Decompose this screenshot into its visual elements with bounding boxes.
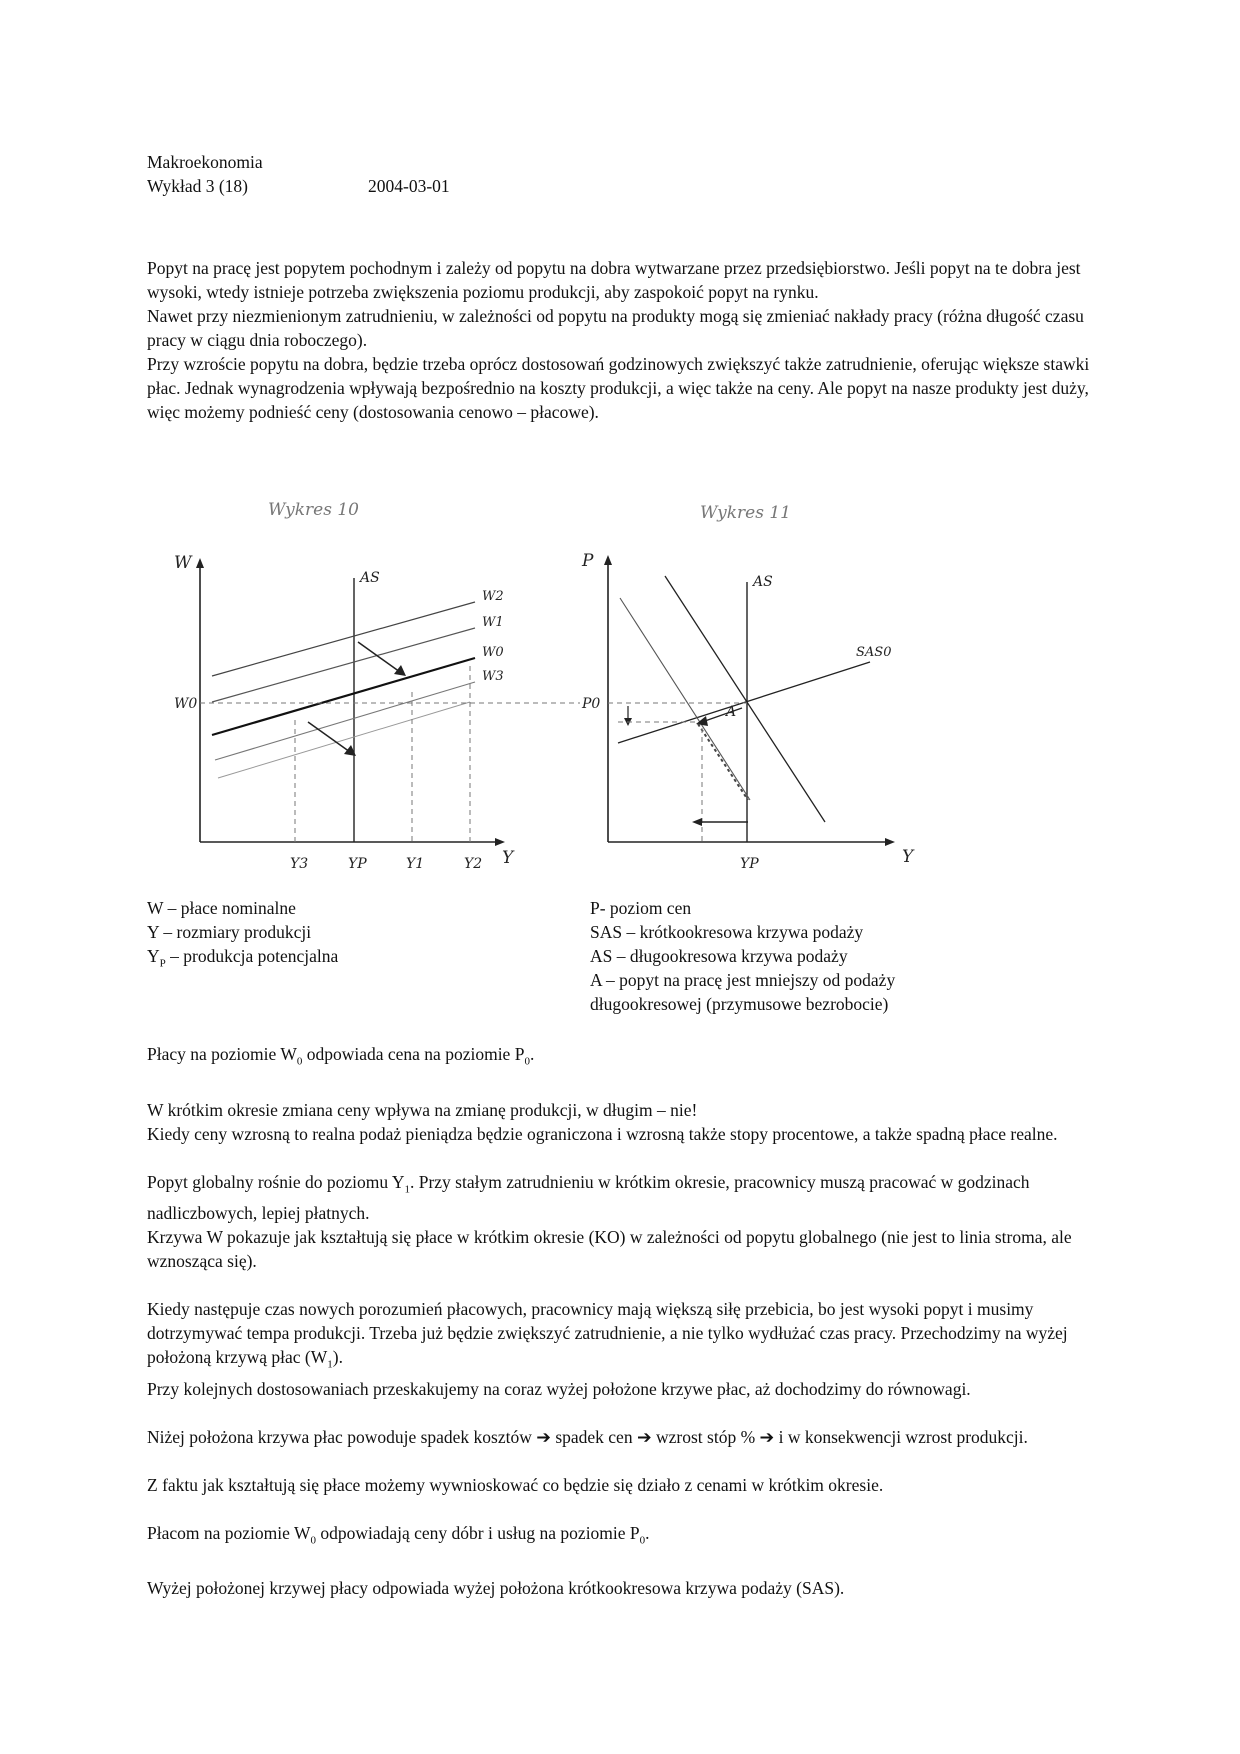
sas0-label: SAS0	[856, 645, 892, 660]
arrow-icon: ➔	[636, 1426, 652, 1447]
chart-wykres-11	[581, 503, 915, 872]
arrow-head-icon	[692, 818, 702, 826]
y-axis-arrow-icon	[196, 558, 204, 568]
legend-item: P- poziom cen	[590, 898, 692, 918]
intro-text	[147, 256, 1102, 424]
y-axis-label: P	[582, 551, 594, 571]
legend-yp-sub: P	[159, 957, 166, 970]
x-tick-yp: YP	[348, 856, 367, 872]
body-paragraph: W krótkim okresie zmiana ceny wpływa na zmianę produkcji, w długim – nie!	[147, 1099, 698, 1120]
body-paragraph: Kiedy ceny wzrosną to realna podaż pieniądza będzie ograniczona i wzrosną także stopy procentowe, a także spadną płace realne.	[147, 1123, 1058, 1144]
x-axis-arrow-icon	[885, 838, 895, 846]
legend-item: Y – rozmiary produkcji	[147, 922, 312, 942]
ad-line-lower	[620, 598, 750, 800]
body-paragraph: Niżej położona krzywa płac powoduje spadek kosztów ➔ spadek cen ➔ wzrost stóp % ➔ i w konsekwencji wzrost produkcji.	[147, 1426, 1028, 1447]
x-tick-yp: YP	[740, 856, 759, 872]
body-paragraph: Krzywa W pokazuje jak kształtują się płace w krótkim okresie (KO) w zależności od popytu globalnego (nie jest to linia stroma, ale wznosząca się).	[147, 1227, 1072, 1271]
w1-label: W1	[482, 615, 504, 630]
x-tick-y2: Y2	[464, 856, 483, 872]
intro-paragraph: Nawet przy niezmienionym zatrudnieniu, w zależności od popytu na produkty mogą się zmieniać nakłady pracy (różna długość czasu pracy w ciągu dnia roboczego).	[147, 306, 1084, 350]
lecture-number: Wykład 3 (18)	[147, 176, 249, 196]
body-paragraph: Płacy na poziomie $W_0$ odpowiada cena na poziomie $P_0$.	[147, 1044, 535, 1068]
body-paragraph: Popyt globalny rośnie do poziomu $Y_1$. Przy stałym zatrudnieniu w krótkim okresie, pracownicy muszą pracować w godzinach nadliczbowych, lepiej płatnych.	[147, 1171, 1030, 1223]
x-axis-label: Y	[902, 847, 914, 867]
x-tick-y1: Y1	[406, 856, 425, 872]
legend-right	[590, 896, 990, 1016]
figures	[150, 470, 950, 890]
body-paragraph: Kiedy następuje czas nowych porozumień płacowych, pracownicy mają większą siłę przebicia, bo jest wysoki popyt i musimy dotrzymywać tempa produkcji. Trzeba już będzie zwiększyć zatrudnienie, a nie tylko wydłużać czas pracy. Przechodzimy na wyżej położoną krzywą płac $(W_1)$.	[147, 1299, 1068, 1371]
document-header	[147, 150, 450, 198]
lecture-date: 2004-03-01	[368, 176, 450, 196]
point-a-label: A	[726, 704, 737, 720]
body-paragraph: Płacom na poziomie $W_0$ odpowiadają ceny dóbr i usług na poziomie $P_0$.	[147, 1522, 650, 1546]
arrow-head-icon	[394, 665, 406, 676]
ad-line	[665, 576, 825, 822]
y-axis-arrow-icon	[604, 555, 612, 565]
legend-item: W – płace nominalne	[147, 898, 296, 918]
legend-yp-symbol: Y	[147, 946, 160, 966]
adjustment-path	[698, 724, 748, 800]
body-paragraph: Z faktu jak kształtują się płace możemy wywnioskować co będzie się działo z cenami w krótkim okresie.	[147, 1474, 884, 1495]
w0-label: W0	[482, 645, 504, 660]
chart-title: Wykres 10	[268, 500, 359, 520]
chart-title: Wykres 11	[700, 503, 791, 523]
legend-item: długookresowej (przymusowe bezrobocie)	[590, 994, 889, 1014]
intro-paragraph: Popyt na pracę jest popytem pochodnym i zależy od popytu na dobra wytwarzane przez przedsiębiorstwo. Jeśli popyt na te dobra jest wysoki, wtedy istnieje potrzeba zwiększenia poziomu produkcji, aby zaspokoić popyt na rynku.	[147, 258, 1081, 302]
intro-paragraph: Przy wzroście popytu na dobra, będzie trzeba oprócz dostosowań godzinowych zwiększyć także zatrudnienie, oferując większe stawki płac. Jednak wynagrodzenia wpływają bezpośrednio na koszty produkcji, a więc także na ceny. Ale popyt na nasze produkty jest duży, więc możemy podnieść ceny (dostosowania cenowo – płacowe).	[147, 354, 1090, 422]
wage-curve-lower	[218, 702, 470, 778]
x-axis-arrow-icon	[495, 838, 505, 846]
body-paragraph: Przy kolejnych dostosowaniach przeskakujemy na coraz wyżej położone krzywe płac, aż dochodzimy do równowagi.	[147, 1378, 971, 1399]
x-axis-label: Y	[502, 848, 514, 868]
w3-label: W3	[482, 669, 504, 684]
p0-tick: P0	[582, 696, 601, 712]
legend-item: AS – długookresowa krzywa podaży	[590, 946, 848, 966]
legend-item: SAS – krótkookresowa krzywa podaży	[590, 922, 864, 942]
chart-wykres-10	[174, 500, 580, 872]
as-label: AS	[360, 570, 380, 586]
x-tick-y3: Y3	[290, 856, 309, 872]
w2-label: W2	[482, 589, 504, 604]
as-label: AS	[753, 574, 773, 590]
w0-tick: W0	[174, 696, 198, 712]
legend-item: A – popyt na pracę jest mniejszy od podaży	[590, 970, 896, 990]
y-axis-label: W	[174, 553, 192, 573]
legend-item	[147, 944, 567, 976]
shift-arrow	[308, 722, 350, 752]
arrow-icon: ➔	[536, 1426, 551, 1447]
wage-curve-w0	[212, 658, 475, 735]
legend-left	[147, 896, 567, 976]
shift-arrow	[358, 642, 400, 672]
legend-yp-text: – produkcja potencjalna	[170, 946, 339, 966]
body-paragraph: Wyżej położonej krzywej płacy odpowiada wyżej położona krótkookresowa krzywa podaży (SAS).	[147, 1578, 845, 1598]
arrow-icon: ➔	[759, 1426, 775, 1447]
body-text	[147, 1042, 1102, 1600]
course-title: Makroekonomia	[147, 152, 263, 172]
